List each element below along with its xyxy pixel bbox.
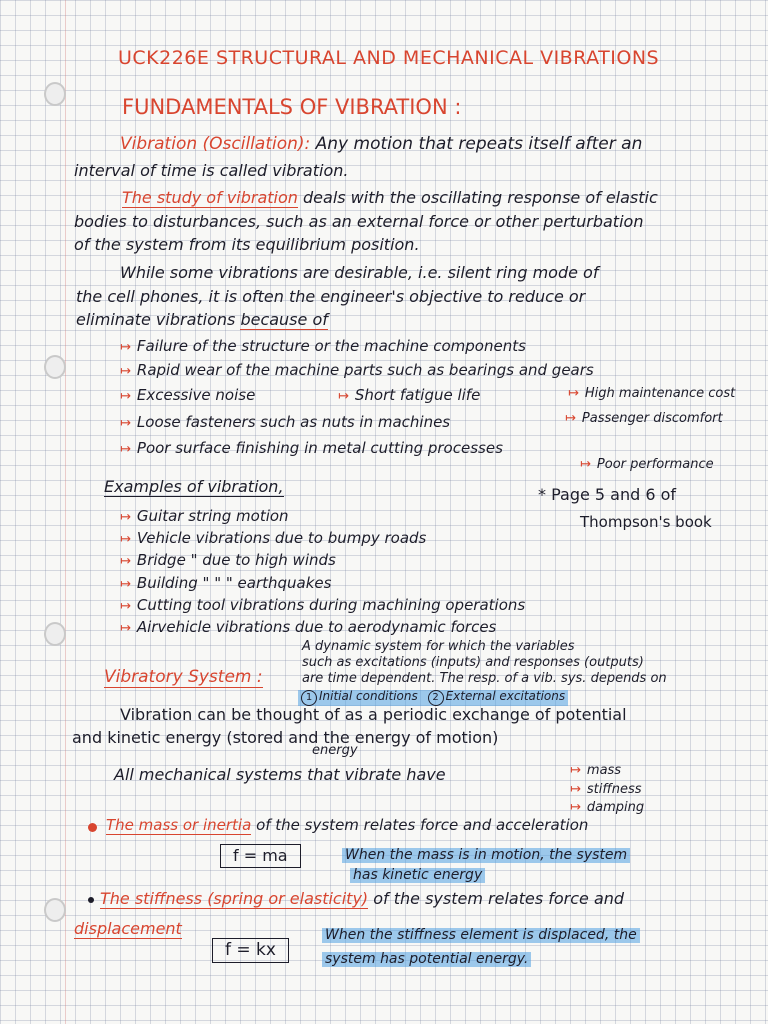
study-line2: bodies to disturbances, such as an external force or other perturbation bbox=[74, 212, 644, 231]
arrow-icon: ↦ bbox=[120, 599, 131, 614]
vib-system-line2: such as excitations (inputs) and responses (outputs) bbox=[302, 655, 644, 670]
study-term: The study of vibration bbox=[122, 188, 298, 207]
mass-rest: of the system relates force and acceleration bbox=[251, 816, 589, 834]
arrow-icon: ↦ bbox=[570, 800, 581, 815]
arrow-icon: ↦ bbox=[120, 621, 131, 636]
stiffness-note2: system has potential energy. bbox=[322, 952, 531, 967]
example-item: ↦ Bridge " due to high winds bbox=[120, 551, 336, 569]
vib-system-line3: are time dependent. The resp. of a vib. sys. depends on bbox=[302, 671, 667, 686]
mass-term: The mass or inertia bbox=[106, 816, 252, 834]
desirable-line3-text: eliminate vibrations bbox=[76, 310, 241, 329]
because-of: because of bbox=[240, 310, 328, 329]
mass-formula: f = ma bbox=[220, 844, 301, 868]
bullet-icon bbox=[88, 823, 97, 832]
course-title: UCK226E STRUCTURAL AND MECHANICAL VIBRATIONS bbox=[118, 47, 660, 69]
study-text1: deals with the oscillating response of elastic bbox=[297, 188, 658, 207]
reason-item: ↦ Excessive noise bbox=[120, 386, 256, 404]
punch-hole bbox=[44, 82, 66, 106]
arrow-icon: ↦ bbox=[568, 386, 579, 401]
arrow-icon: ↦ bbox=[120, 442, 131, 457]
stiffness-note1: When the stiffness element is displaced, the bbox=[322, 928, 640, 943]
arrow-icon: ↦ bbox=[570, 782, 581, 797]
vibration-term: Vibration (Oscillation): bbox=[120, 134, 311, 154]
exchange-line1: Vibration can be thought of as a periodic exchange of potential bbox=[120, 705, 627, 724]
arrow-icon: ↦ bbox=[120, 510, 131, 525]
reason-side-discomfort: ↦ Passenger discomfort bbox=[565, 411, 723, 426]
punch-hole bbox=[44, 898, 66, 922]
arrow-icon: ↦ bbox=[120, 554, 131, 569]
mass-note2: has kinetic energy bbox=[350, 868, 485, 883]
example-item: ↦ Airvehicle vibrations due to aerodynamic forces bbox=[120, 618, 497, 636]
example-item: ↦ Cutting tool vibrations during machining operations bbox=[120, 596, 526, 614]
stiffness-rest: of the system relates force and bbox=[368, 889, 625, 908]
punch-hole bbox=[44, 622, 66, 646]
bullet-icon bbox=[88, 897, 94, 903]
mech-item-damping: ↦ damping bbox=[570, 800, 645, 815]
section-title: FUNDAMENTALS OF VIBRATION : bbox=[122, 95, 462, 119]
reason-item: ↦ Poor surface finishing in metal cutting processes bbox=[120, 439, 503, 457]
example-item: ↦ Vehicle vibrations due to bumpy roads bbox=[120, 529, 427, 547]
number-circle-icon: 2 bbox=[428, 690, 444, 706]
arrow-icon: ↦ bbox=[120, 389, 131, 404]
mass-line bbox=[106, 817, 588, 834]
arrow-icon: ↦ bbox=[120, 416, 131, 431]
exchange-sub: energy bbox=[312, 743, 358, 758]
margin-line bbox=[65, 0, 66, 1024]
vibration-definition bbox=[120, 135, 642, 154]
reason-item: ↦ Loose fasteners such as nuts in machines bbox=[120, 413, 451, 431]
book-note-line1: * Page 5 and 6 of bbox=[538, 485, 677, 504]
vib-system-line1: A dynamic system for which the variables bbox=[302, 639, 575, 654]
stiffness-line bbox=[100, 890, 624, 908]
stiffness-line2: displacement bbox=[74, 919, 182, 938]
mech-item-stiffness: ↦ stiffness bbox=[570, 782, 642, 797]
stiffness-formula: f = kx bbox=[212, 938, 289, 963]
study-line3: of the system from its equilibrium position. bbox=[74, 235, 420, 254]
arrow-icon: ↦ bbox=[570, 763, 581, 778]
vib-system-term: Vibratory System : bbox=[104, 667, 263, 687]
reason-side-fatigue: ↦ Short fatigue life bbox=[338, 386, 481, 404]
reason-side-maintenance: ↦ High maintenance cost bbox=[568, 386, 736, 401]
arrow-icon: ↦ bbox=[120, 577, 131, 592]
mech-systems-text: All mechanical systems that vibrate have bbox=[114, 765, 446, 784]
reason-side-performance: ↦ Poor performance bbox=[580, 457, 714, 472]
vibration-def-line2: interval of time is called vibration. bbox=[74, 161, 349, 180]
stiffness-term: The stiffness (spring or elasticity) bbox=[100, 889, 369, 908]
number-circle-icon: 1 bbox=[301, 690, 317, 706]
vib-system-conditions: 1 Initial conditions 2 External excitations bbox=[298, 690, 568, 706]
arrow-icon: ↦ bbox=[120, 364, 131, 379]
arrow-icon: ↦ bbox=[580, 457, 591, 472]
desirable-line1: While some vibrations are desirable, i.e. silent ring mode of bbox=[120, 263, 599, 282]
arrow-icon: ↦ bbox=[120, 340, 131, 355]
desirable-line2: the cell phones, it is often the engineer's objective to reduce or bbox=[76, 287, 586, 306]
examples-title: Examples of vibration, bbox=[104, 477, 284, 496]
example-item: ↦ Building " " " earthquakes bbox=[120, 574, 332, 592]
mech-item-mass: ↦ mass bbox=[570, 763, 622, 778]
desirable-line3 bbox=[76, 311, 328, 329]
book-note-line2: Thompson's book bbox=[580, 513, 712, 531]
vibration-def-line1: Any motion that repeats itself after an bbox=[310, 134, 643, 154]
mass-note1: When the mass is in motion, the system bbox=[342, 848, 630, 863]
reason-item: ↦ Rapid wear of the machine parts such as bearings and gears bbox=[120, 361, 594, 379]
arrow-icon: ↦ bbox=[565, 411, 576, 426]
punch-hole bbox=[44, 355, 66, 379]
arrow-icon: ↦ bbox=[120, 532, 131, 547]
reason-item: ↦ Failure of the structure or the machine components bbox=[120, 337, 526, 355]
study-line1 bbox=[122, 189, 658, 207]
example-item: ↦ Guitar string motion bbox=[120, 507, 289, 525]
exchange-line2: and kinetic energy (stored and the energy of motion) bbox=[72, 728, 499, 747]
arrow-icon: ↦ bbox=[338, 389, 349, 404]
